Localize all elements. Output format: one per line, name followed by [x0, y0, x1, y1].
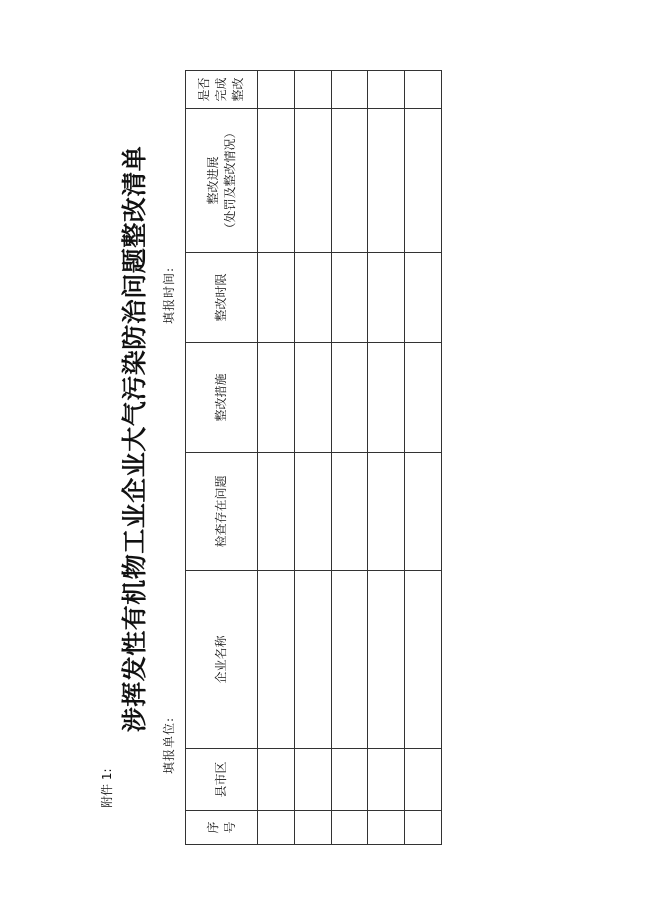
header-deadline: 整改时限 — [186, 253, 258, 343]
table-cell[interactable] — [294, 453, 331, 571]
header-county: 县市区 — [186, 749, 258, 811]
table-cell[interactable] — [331, 343, 368, 453]
table-cell[interactable] — [368, 109, 405, 253]
table-cell[interactable] — [294, 109, 331, 253]
table-cell[interactable] — [258, 71, 295, 109]
header-measures: 整改措施 — [186, 343, 258, 453]
rectification-table — [185, 70, 442, 845]
fill-time-label: 填报时间: — [162, 266, 176, 324]
table-cell[interactable] — [258, 253, 295, 343]
table-row — [331, 71, 368, 845]
table-cell[interactable] — [258, 571, 295, 749]
table-cell[interactable] — [368, 811, 405, 845]
table-cell[interactable] — [258, 811, 295, 845]
table-cell[interactable] — [368, 343, 405, 453]
table-cell[interactable] — [294, 343, 331, 453]
attachment-label: 附件 1: — [100, 768, 114, 808]
table-cell[interactable] — [405, 253, 442, 343]
header-progress: 整改进展 （处罚及整改情况） — [186, 109, 258, 253]
table-cell[interactable] — [294, 253, 331, 343]
table-cell[interactable] — [405, 811, 442, 845]
table-cell[interactable] — [258, 453, 295, 571]
table-cell[interactable] — [258, 749, 295, 811]
table-cell[interactable] — [294, 71, 331, 109]
document-title: 涉挥发性有机物工业企业大气污染防治问题整改清单 — [120, 145, 149, 733]
table-header-row — [186, 71, 258, 845]
table-cell[interactable] — [405, 453, 442, 571]
table-cell[interactable] — [368, 253, 405, 343]
table-cell[interactable] — [294, 571, 331, 749]
header-company-name: 企业名称 — [186, 571, 258, 749]
table-cell[interactable] — [405, 71, 442, 109]
table-cell[interactable] — [405, 571, 442, 749]
fill-unit-label: 填报单位: — [162, 716, 176, 774]
table-cell[interactable] — [368, 453, 405, 571]
table-cell[interactable] — [331, 749, 368, 811]
table-cell[interactable] — [258, 343, 295, 453]
header-completed: 是否 完成 整改 — [186, 71, 258, 109]
table-row — [294, 71, 331, 845]
table-cell[interactable] — [331, 811, 368, 845]
table-cell[interactable] — [258, 109, 295, 253]
table-cell[interactable] — [294, 811, 331, 845]
header-serial: 序号 — [186, 811, 258, 845]
table-cell[interactable] — [405, 343, 442, 453]
table-cell[interactable] — [331, 453, 368, 571]
table-cell[interactable] — [331, 571, 368, 749]
table-row — [258, 71, 295, 845]
table-row — [368, 71, 405, 845]
table-cell[interactable] — [294, 749, 331, 811]
table-row — [405, 71, 442, 845]
table-cell[interactable] — [405, 749, 442, 811]
table-cell[interactable] — [368, 571, 405, 749]
table-cell[interactable] — [405, 109, 442, 253]
table-cell[interactable] — [368, 749, 405, 811]
table-cell[interactable] — [368, 71, 405, 109]
table-cell[interactable] — [331, 253, 368, 343]
table-cell[interactable] — [331, 109, 368, 253]
table-cell[interactable] — [331, 71, 368, 109]
header-problems-found: 检查存在问题 — [186, 453, 258, 571]
